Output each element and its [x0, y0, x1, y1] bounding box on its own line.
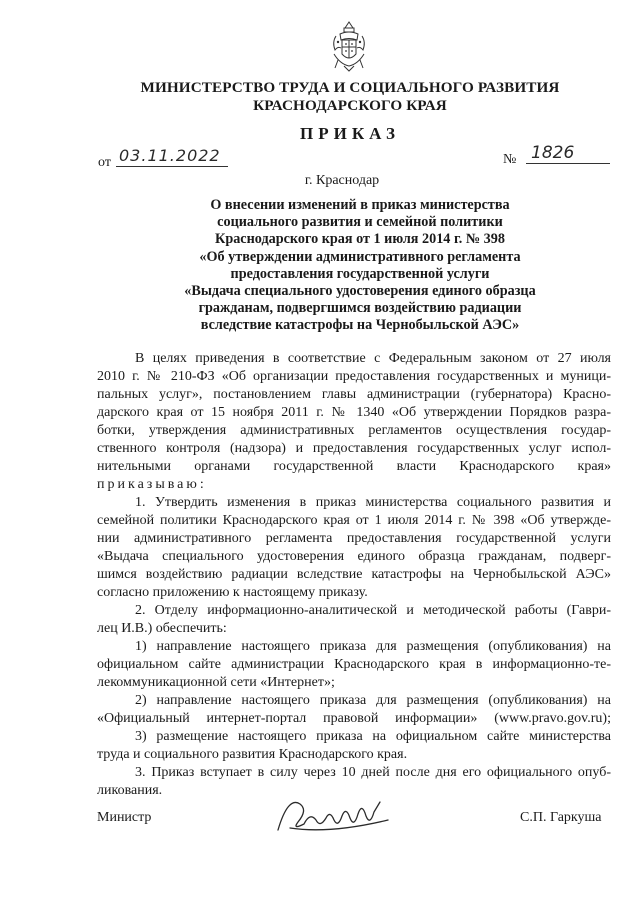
- body-line: 2) направление настоящего приказа для размещения (опубликования) на: [135, 693, 611, 708]
- body-line: нии административного регламента предоставления государственной услуги: [97, 531, 611, 546]
- title-line: предоставления государственной услуги: [230, 265, 490, 282]
- body-line: официальном сайте администрации Краснодарского края в информационно-те-: [97, 657, 611, 672]
- title-line: гражданам, подвергшимся воздействию радиации: [198, 300, 522, 317]
- title-line: «Выдача специального удостоверения единого образца: [184, 283, 536, 300]
- body-line: ственного контроля (надзора) и предоставления государственных услуг испол-: [97, 441, 611, 456]
- body-line: труда и социального развития Краснодарского края.: [97, 747, 408, 762]
- title-line: Краснодарского края от 1 июля 2014 г. № 398: [215, 231, 505, 248]
- body-line: пальных услуг», постановлением главы администрации (губернатора) Красно-: [97, 387, 611, 402]
- document-body: [97, 350, 611, 800]
- body-line: «Выдача специального удостоверения единого образца гражданам, подверг-: [97, 549, 611, 564]
- body-line: ботки, утверждения административных регламентов осуществления государ-: [97, 423, 611, 438]
- number-label: №: [503, 152, 517, 167]
- organization-name-line1: МИНИСТЕРСТВО ТРУДА И СОЦИАЛЬНОГО РАЗВИТИЯ: [140, 79, 560, 96]
- body-line: шимся воздействию радиации вследствие катастрофы на Чернобыльской АЭС»: [97, 567, 611, 582]
- document-date: 03.11.2022: [119, 146, 221, 165]
- body-line: дарского края от 15 ноября 2011 г. № 1340 «Об утверждении Порядков разра-: [97, 405, 611, 420]
- title-line: социального развития и семейной политики: [217, 214, 503, 231]
- document-type: ПРИКАЗ: [300, 124, 400, 143]
- body-line: «Официальный интернет-портал правовой информации» (www.pravo.gov.ru);: [97, 711, 611, 726]
- body-line: В целях приведения в соответствие с Федеральным законом от 27 июля: [135, 351, 611, 366]
- date-underline: [116, 166, 228, 167]
- body-line: лец И.В.) обеспечить:: [97, 621, 227, 636]
- title-line: «Об утверждении административного регламента: [199, 248, 521, 265]
- document-number: 1826: [531, 143, 575, 163]
- body-line: согласно приложению к настоящему приказу.: [97, 585, 368, 600]
- title-line: О внесении изменений в приказ министерства: [210, 197, 510, 213]
- city: г. Краснодар: [304, 173, 380, 188]
- body-line: 1) направление настоящего приказа для размещения (опубликования) на: [135, 639, 611, 654]
- coat-of-arms-icon: [330, 20, 368, 72]
- number-underline: [526, 163, 610, 164]
- body-line: 3) размещение настоящего приказа на официальном сайте министерства: [135, 729, 611, 744]
- signer-position: Министр: [97, 810, 152, 825]
- handwritten-signature-icon: [270, 790, 400, 838]
- body-line: приказываю:: [97, 477, 207, 492]
- signer-name: С.П. Гаркуша: [520, 810, 602, 825]
- body-line: лекоммуникационной сети «Интернет»;: [97, 675, 335, 690]
- body-line: ликования.: [97, 783, 163, 798]
- organization-name-line2: КРАСНОДАРСКОГО КРАЯ: [253, 97, 447, 114]
- body-line: нительными органами государственной власти Краснодарского края»: [97, 459, 611, 474]
- body-line: 3. Приказ вступает в силу через 10 дней после дня его официального опуб-: [135, 765, 611, 780]
- body-line: 2. Отделу информационно-аналитической и методической работы (Гаври-: [135, 603, 611, 618]
- body-line: 1. Утвердить изменения в приказ министерства социального развития и: [135, 495, 611, 510]
- document-title: [140, 197, 580, 335]
- body-line: семейной политики Краснодарского края от 1 июля 2014 г. № 398 «Об утвержде-: [97, 513, 611, 528]
- date-label: от: [98, 155, 111, 170]
- body-line: 2010 г. № 210-ФЗ «Об организации предоставления государственных и муници-: [97, 369, 611, 384]
- title-line: вследствие катастрофы на Чернобыльской АЭС»: [200, 317, 520, 334]
